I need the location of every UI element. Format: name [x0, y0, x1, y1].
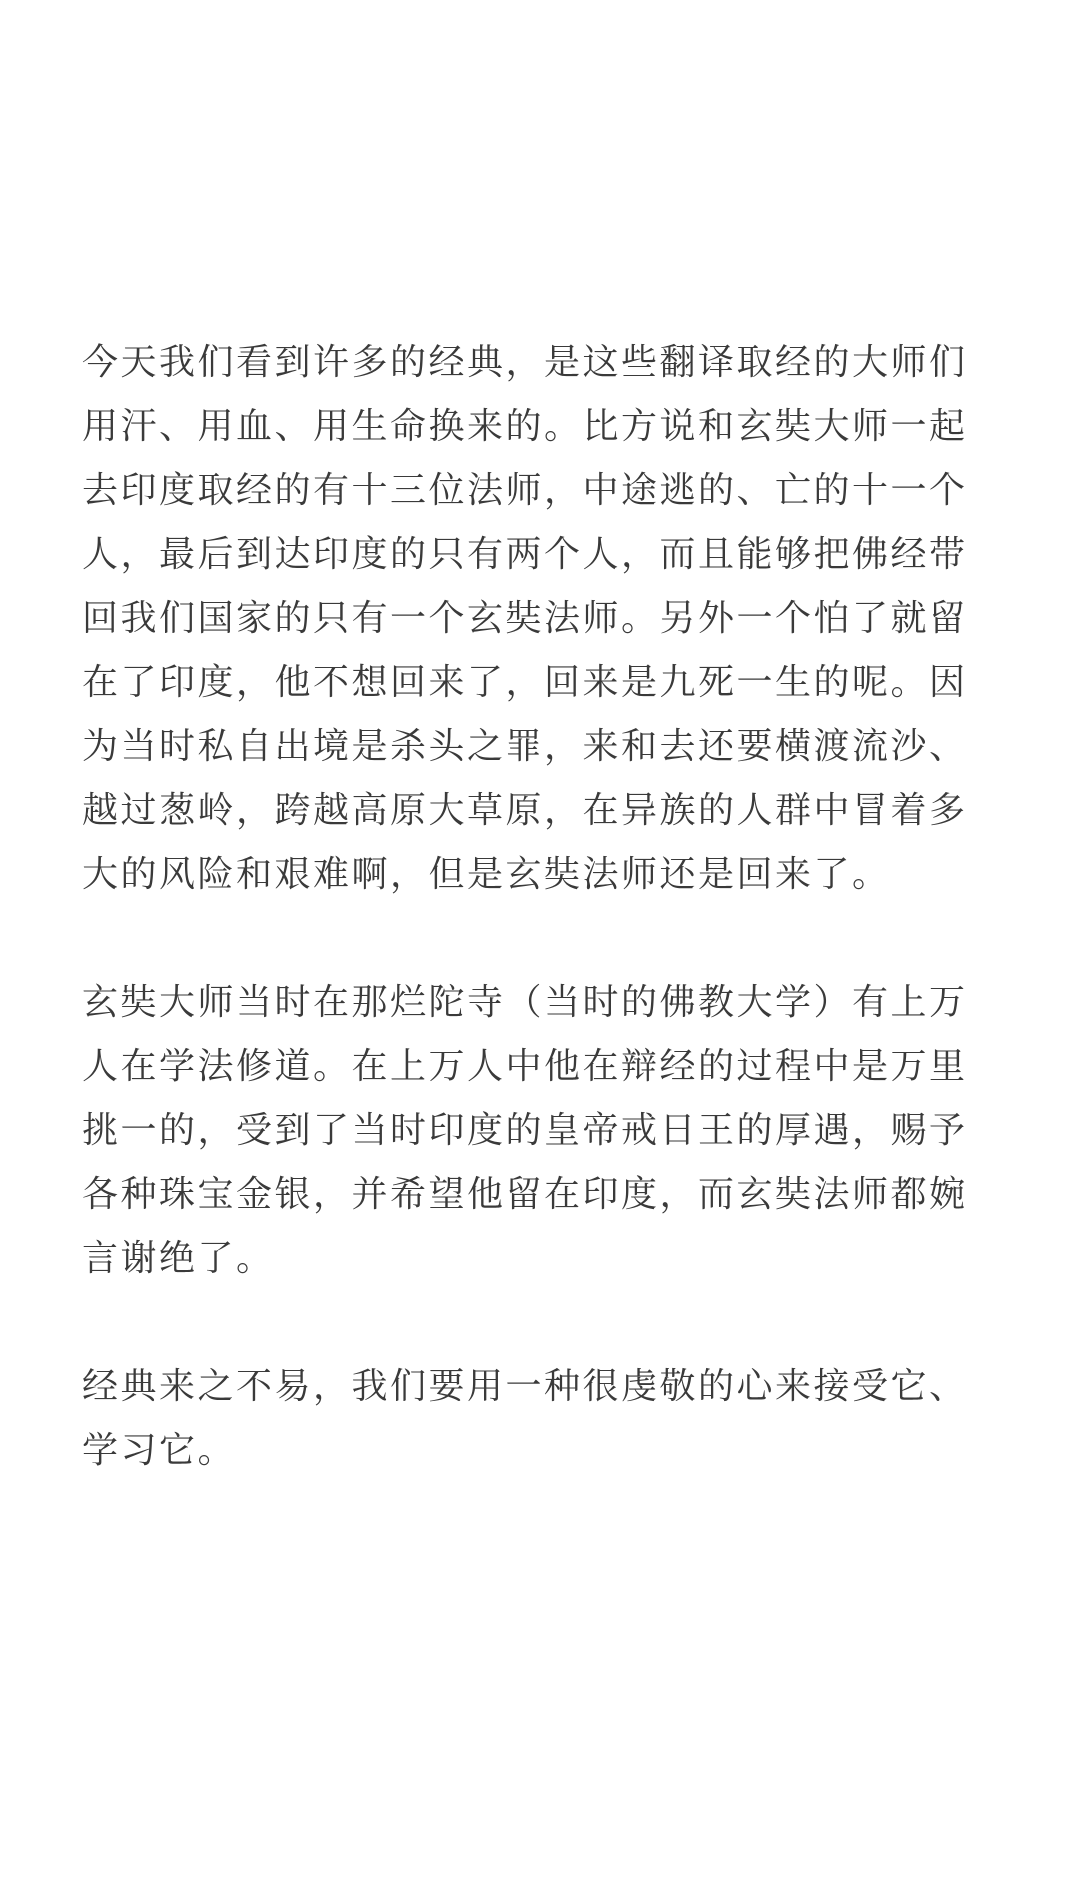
text-line: 言谢绝了。 — [82, 1238, 275, 1279]
paragraph-1 — [82, 331, 998, 907]
paragraph-spacer — [82, 1291, 998, 1355]
paragraph-spacer — [82, 907, 998, 971]
paragraph-2 — [82, 971, 998, 1291]
text-line: 人，最后到达印度的只有两个人，而且能够把佛经带 — [82, 534, 968, 575]
text-line: 学习它。 — [82, 1430, 237, 1471]
article-body — [82, 331, 998, 1483]
text-line: 回我们国家的只有一个玄奘法师。另外一个怕了就留 — [82, 598, 968, 639]
text-line: 玄奘大师当时在那烂陀寺（当时的佛教大学）有上万 — [82, 982, 968, 1023]
text-line: 今天我们看到许多的经典，是这些翻译取经的大师们 — [82, 342, 968, 383]
text-line: 为当时私自出境是杀头之罪，来和去还要横渡流沙、 — [82, 726, 968, 767]
text-line: 大的风险和艰难啊，但是玄奘法师还是回来了。 — [82, 854, 891, 895]
paragraph-3 — [82, 1355, 998, 1483]
text-line: 经典来之不易，我们要用一种很虔敬的心来接受它、 — [82, 1366, 968, 1407]
text-line: 越过葱岭，跨越高原大草原，在异族的人群中冒着多 — [82, 790, 968, 831]
text-line: 挑一的，受到了当时印度的皇帝戒日王的厚遇，赐予 — [82, 1110, 968, 1151]
text-line: 用汗、用血、用生命换来的。比方说和玄奘大师一起 — [82, 406, 968, 447]
text-line: 在了印度，他不想回来了，回来是九死一生的呢。因 — [82, 662, 968, 703]
text-line: 去印度取经的有十三位法师，中途逃的、亡的十一个 — [82, 470, 968, 511]
text-line: 人在学法修道。在上万人中他在辩经的过程中是万里 — [82, 1046, 968, 1087]
text-line: 各种珠宝金银，并希望他留在印度，而玄奘法师都婉 — [82, 1174, 968, 1215]
